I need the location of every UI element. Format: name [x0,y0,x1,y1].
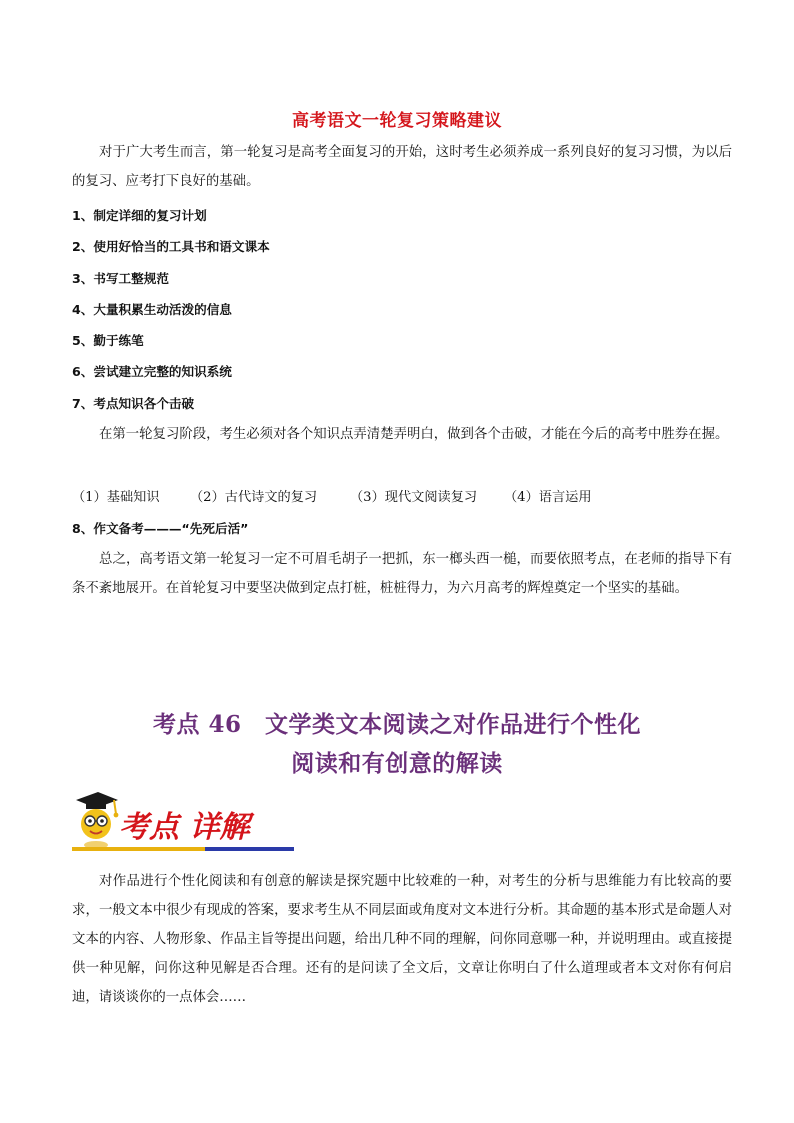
strategy-item-1: 1、制定详细的复习计划 [72,208,207,223]
subitem: （4）语言运用 [504,490,592,505]
strategy-item-5: 5、勤于练笔 [72,333,144,348]
graduate-mascot-icon [72,790,120,850]
subitem: （2）古代诗文的复习 [190,490,318,505]
strategy-title: 高考语文一轮复习策略建议 [292,111,502,131]
kaodian-banner [72,790,298,854]
subitem: （1）基础知识 [72,490,160,505]
kaodian-title-line2: 阅读和有创意的解读 [291,750,503,777]
banner-title: 考点 详解 [119,810,250,845]
kaodian-body: 对作品进行个性化阅读和有创意的解读是探究题中比较难的一种，对考生的分析与思维能力有比较高的要求，一般文本中很少有现成的答案，要求考生从不同层面或角度对文本进行分析。其命题的基本形式是命题人对文本的内容、人物形象、作品主旨等提出问题，给出几种不同的理解，问你同意哪一种，并说明理由。或直接提供一种见解，问你这种见解是否合理。还有的是问读了全文后，文章让你明白了什么道理或者本文对你有何启迪，请谈谈你的一点体会…… [72,874,732,1005]
item7-detail: 在第一轮复习阶段，考生必须对各个知识点弄清楚弄明白，做到各个击破，才能在今后的高考中胜券在握。 [99,427,729,442]
strategy-item-8: 8、作文备考———“先死后活” [72,521,249,536]
strategy-item-3: 3、书写工整规范 [72,271,169,286]
strategy-intro: 对于广大考生而言，第一轮复习是高考全面复习的开始，这时考生必须养成一系列良好的复习习惯，为以后的复习、应考打下良好的基础。 [72,145,732,189]
banner-underline [72,847,294,851]
subitem: （3）现代文阅读复习 [350,490,478,505]
strategy-item-6: 6、尝试建立完整的知识系统 [72,364,232,379]
kaodian-title-line1: 考点 46 文学类文本阅读之对作品进行个性化 [152,711,641,738]
strategy-item-2: 2、使用好恰当的工具书和语文课本 [72,239,270,254]
strategy-item-7: 7、考点知识各个击破 [72,396,195,411]
strategy-item-4: 4、大量积累生动活泼的信息 [72,302,232,317]
strategy-conclusion: 总之，高考语文第一轮复习一定不可眉毛胡子一把抓，东一榔头西一槌，而要依照考点，在老师的指导下有条不紊地展开。在首轮复习中要坚决做到定点打桩，桩桩得力，为六月高考的辉煌奠定一个坚实的基础。 [72,552,732,596]
